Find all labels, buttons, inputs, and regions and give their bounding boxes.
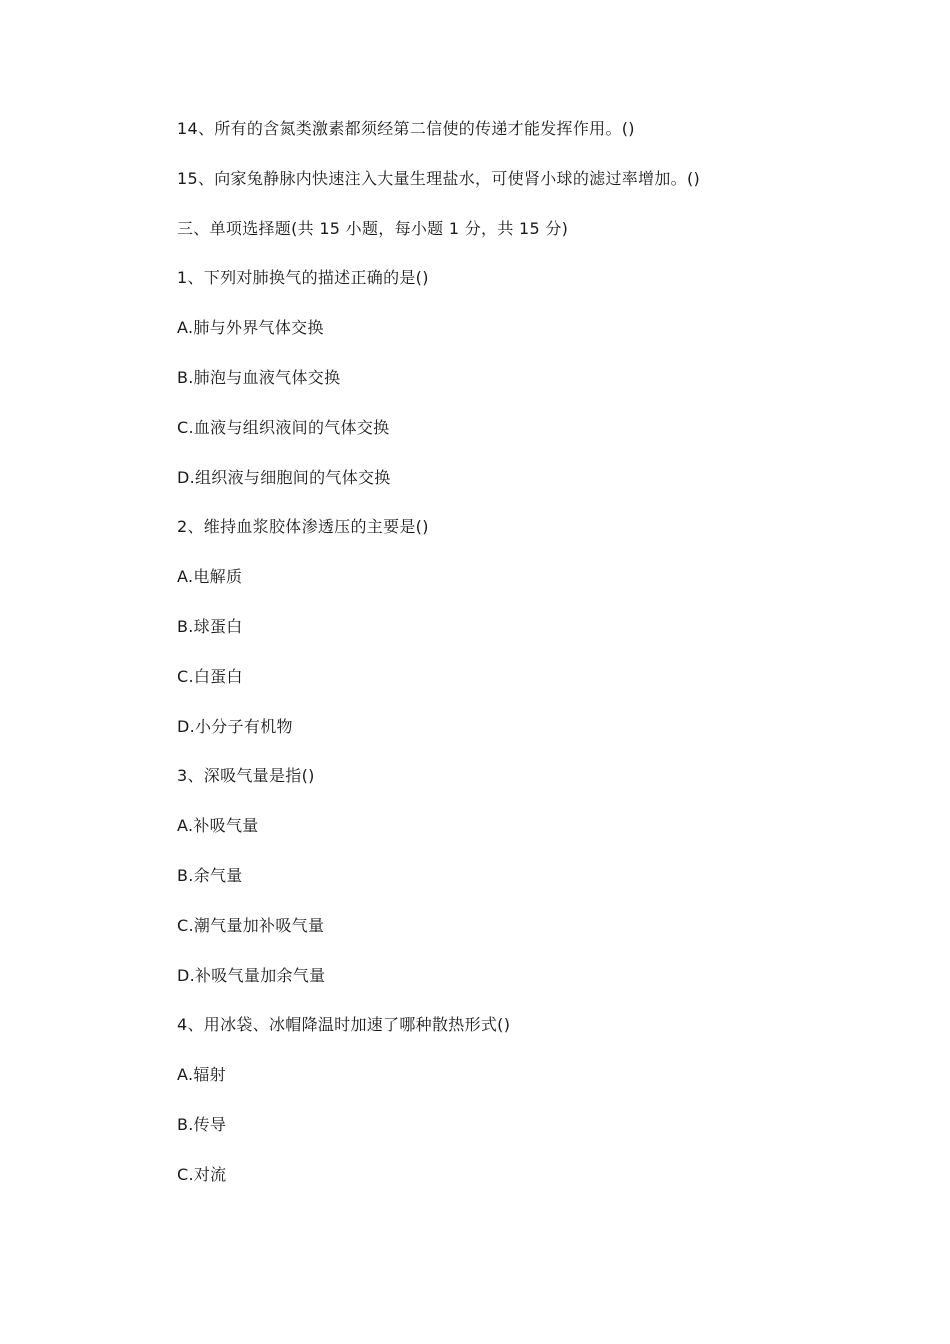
question-4-option-c: C.对流 <box>177 1164 227 1184</box>
question-2-option-b: B.球蛋白 <box>177 616 243 636</box>
question-2-option-d: D.小分子有机物 <box>177 716 293 736</box>
question-1-option-b: B.肺泡与血液气体交换 <box>177 367 341 387</box>
question-4: 4、用冰袋、冰帽降温时加速了哪种散热形式() <box>177 1015 511 1035</box>
question-3-option-b: B.余气量 <box>177 865 243 885</box>
question-2-option-c: C.白蛋白 <box>177 666 243 686</box>
question-3-option-d: D.补吸气量加余气量 <box>177 965 326 985</box>
true-false-question-14: 14、所有的含氮类激素都须经第二信使的传递才能发挥作用。() <box>177 119 635 138</box>
question-3: 3、深吸气量是指() <box>177 766 315 786</box>
question-1-option-d: D.组织液与细胞间的气体交换 <box>177 467 391 487</box>
true-false-question-15: 15、向家兔静脉内快速注入大量生理盐水，可使肾小球的滤过率增加。() <box>177 168 701 188</box>
question-2-option-a: A.电解质 <box>177 567 243 587</box>
question-1-option-c: C.血液与组织液间的气体交换 <box>177 417 390 437</box>
question-4-option-b: B.传导 <box>177 1114 227 1134</box>
question-2: 2、维持血浆胶体渗透压的主要是() <box>177 517 429 537</box>
question-1: 1、下列对肺换气的描述正确的是() <box>177 268 429 288</box>
question-3-option-c: C.潮气量加补吸气量 <box>177 915 325 935</box>
question-3-option-a: A.补吸气量 <box>177 816 259 836</box>
question-4-option-a: A.辐射 <box>177 1065 226 1085</box>
question-1-option-a: A.肺与外界气体交换 <box>177 318 324 338</box>
exam-content <box>177 117 877 1213</box>
section-heading-single-choice: 三、单项选择题(共 15 小题，每小题 1 分，共 15 分) <box>177 218 569 238</box>
